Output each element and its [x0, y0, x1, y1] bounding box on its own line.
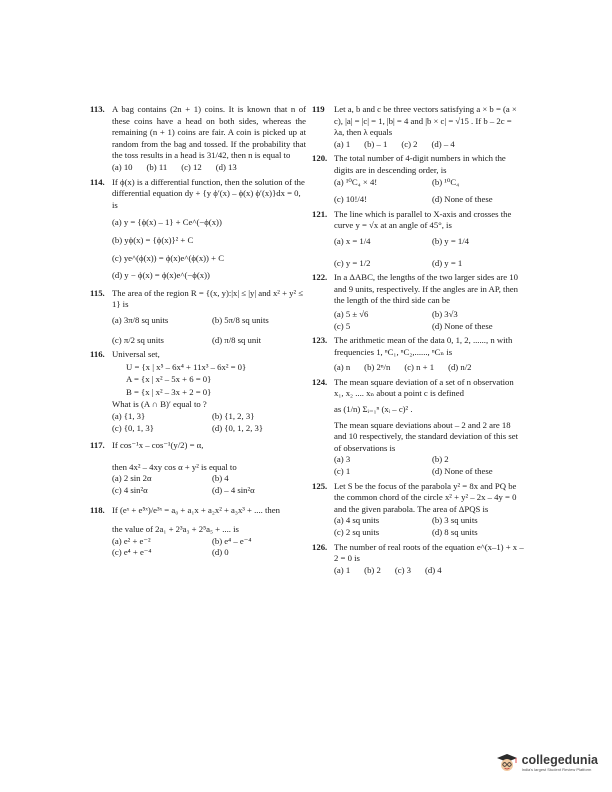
option-a: (a) 4 sq units: [334, 515, 380, 526]
question-number: 121.: [312, 208, 328, 219]
brand-tagline: India's largest Student Review Platform: [521, 767, 592, 772]
question-text: The line which is parallel to X-axis and crosses the curve y = √x at an angle of 45°, is: [334, 208, 512, 231]
option-c: (c) 2 sq units: [334, 527, 380, 537]
option-c: (c) {0, 1, 3}: [112, 422, 154, 433]
option-d: (d) π/8 sq unit: [212, 334, 262, 345]
option-b: (b) yϕ(x) = {ϕ(x)}² + C: [112, 234, 194, 245]
option-a: (a) n: [334, 362, 351, 373]
question-text: The arithmetic mean of the data 0, 1, 2, ......, n with frequencies 1, ⁿC₁, ⁿC₂,......, ⁿCₙ is: [334, 335, 513, 357]
option-c: (c) 3: [394, 564, 411, 575]
option-c: (c) π/2 sq units: [112, 334, 164, 345]
option-d: (d) – 4 sin²α: [212, 485, 255, 496]
option-b: (b) 2: [364, 564, 381, 575]
option-c: (c) 2: [401, 138, 418, 149]
question-text: If (eˣ + e⁵ˣ)/e³ˣ = a₀ + a₁x + a₂x² + a₃x³ + .... then: [112, 504, 280, 515]
option-b: (b) 11: [146, 161, 168, 172]
option-b: (b) {1, 2, 3}: [212, 411, 255, 422]
option-a: (a) {1, 3}: [112, 411, 146, 422]
option-a: (a) 1: [334, 564, 351, 575]
question-text-2: What is (A ∩ B)′ equal to ?: [112, 399, 207, 410]
option-c: (c) ye^(ϕ(x)) = ϕ(x)e^(ϕ(x)) + C: [112, 252, 224, 263]
question-number: 115.: [90, 287, 105, 298]
question-123: [312, 335, 524, 374]
question-text: A bag contains (2n + 1) coins. It is known that n of these coins have a head on both sides, whereas the remaining (n + 1) coins are fair. A coin is picked up at random from the bag and tossed. If the probability that the toss results in a head is 31/42, then n is equal to: [112, 104, 306, 161]
option-d: (d) 4: [425, 564, 442, 575]
question-text-2: then 4x² – 4xy cos α + y² is equal to: [112, 461, 237, 472]
option-a: (a) ¹⁰C₄ × 4!: [334, 176, 378, 187]
option-c: (c) y = 1/2: [334, 257, 371, 268]
question-113: [90, 104, 306, 174]
option-c: (c) e⁴ + e⁻⁴: [112, 547, 152, 558]
option-d: (d) None of these: [432, 320, 493, 331]
option-b: (b) 5π/8 sq units: [212, 314, 269, 325]
right-column: [312, 104, 524, 579]
question-number: 123.: [312, 335, 328, 346]
question-text: Let S be the focus of the parabola y² = 8x and PQ be the common chord of the circle x² + y² – 2x – 4y = 0 and the given parabola. The area of ΔPQS is: [334, 480, 517, 514]
option-d: (d) y = 1: [432, 257, 463, 268]
question-number: 119: [312, 104, 325, 114]
option-d: (d) – 4: [431, 138, 455, 149]
option-b: (b) y = 1/4: [432, 235, 469, 246]
option-c: (c) 12: [181, 161, 202, 172]
option-c: (c) n + 1: [404, 362, 435, 373]
set-b: B = {x | x² – 3x + 2 = 0}: [126, 386, 212, 397]
question-text: The total number of 4-digit numbers in which the digits are in descending order, is: [334, 153, 506, 175]
option-d: (d) y − ϕ(x) = ϕ(x)e^(−ϕ(x)): [112, 270, 210, 281]
option-b: (b) ¹⁰C₄: [432, 176, 460, 187]
question-number: 114.: [90, 176, 105, 187]
question-text-3: The mean square deviations about – 2 and 2 are 18 and 10 respectively, the standard deviation of this set of observations is: [334, 419, 518, 453]
formula: as (1/n) Σᵢ₌₁ⁿ (xᵢ – c)² .: [334, 404, 413, 415]
question-text: Universal set,: [112, 349, 160, 360]
question-118: [90, 505, 306, 559]
question-number: 113.: [90, 104, 105, 114]
set-a: A = {x | x² – 5x + 6 = 0}: [126, 374, 212, 385]
option-c: (c) 5: [334, 320, 351, 331]
question-115: [90, 288, 306, 346]
option-c: (c) 1: [334, 466, 351, 477]
question-text: The number of real roots of the equation e^(x–1) + x – 2 = 0 is: [334, 541, 524, 564]
question-119: [312, 104, 524, 150]
question-number: 122.: [312, 272, 328, 283]
option-d: (d) 8 sq units: [432, 527, 478, 537]
question-text-2: the value of 2a₁ + 2³a₃ + 2⁵a₅ + .... is: [112, 524, 239, 535]
set-u: U = {x | x⁵ – 6x⁴ + 11x³ – 6x² = 0}: [126, 361, 247, 372]
option-a: (a) e² + e⁻²: [112, 535, 151, 546]
question-number: 116.: [90, 349, 105, 360]
question-text: In a ΔABC, the lengths of the two larger sides are 10 and 9 units, respectively. If the angles are in AP, then the length of the third side can be: [334, 272, 518, 306]
question-text: The mean square deviation of a set of n observation x₁, x₂ .... xₙ about a point c is defined: [334, 376, 514, 399]
question-120: [312, 153, 524, 205]
option-a: (a) 1: [334, 138, 351, 149]
question-116: [90, 349, 306, 434]
option-b: (b) 3 sq units: [432, 515, 478, 526]
option-a: (a) 2 sin 2α: [112, 473, 152, 484]
option-a: (a) x = 1/4: [334, 235, 371, 246]
question-126: [312, 542, 524, 577]
question-number: 124.: [312, 376, 328, 387]
option-b: (b) 4: [212, 473, 229, 484]
collegedunia-logo[interactable]: [496, 752, 598, 774]
option-c: (c) 10!/4!: [334, 194, 368, 205]
option-c: (c) 4 sin²α: [112, 485, 148, 496]
option-d: (d) None of these: [432, 194, 493, 205]
question-114: [90, 177, 306, 282]
option-b: (b) 3√3: [432, 308, 458, 319]
question-number: 117.: [90, 440, 105, 451]
option-b: (b) – 1: [364, 138, 388, 149]
option-a: (a) y = {ϕ(x) – 1} + Ce^(−ϕ(x)): [112, 217, 222, 228]
option-a: (a) 3: [334, 454, 351, 465]
question-text: Let a, b and c be three vectors satisfying a × b = (a × c), |a| = |c| = 1, |b| = 4 and |b × c| = √15 . If b – 2c = λa, then λ equals: [334, 104, 517, 138]
option-d: (d) 0: [212, 547, 229, 558]
graduate-mascot-icon: [496, 752, 518, 774]
option-d: (d) None of these: [432, 466, 493, 477]
question-124: [312, 377, 524, 478]
question-text: The area of the region R = {(x, y):|x| ≤ |y| and x² + y² ≤ 1} is: [112, 287, 304, 310]
option-b: (b) 2: [432, 454, 449, 465]
question-number: 118.: [90, 504, 105, 515]
question-text: If cos⁻¹x – cos⁻¹(y/2) = α,: [112, 440, 204, 451]
option-d: (d) 13: [215, 161, 237, 172]
question-122: [312, 272, 524, 332]
question-number: 120.: [312, 153, 328, 164]
question-number: 125.: [312, 480, 328, 491]
option-d: (d) {0, 1, 2, 3}: [212, 422, 264, 433]
question-125: [312, 481, 524, 539]
question-text: If ϕ(x) is a differential function, then the solution of the differential equation dy + {y ϕ′(x) – ϕ(x) ϕ′(x)}dx = 0, is: [112, 176, 305, 210]
option-d: (d) n/2: [448, 362, 472, 373]
option-a: (a) 3π/8 sq units: [112, 314, 169, 325]
question-121: [312, 209, 524, 269]
option-a: (a) 10: [112, 161, 133, 172]
question-117: [90, 440, 306, 496]
brand-name: collegedunia: [521, 753, 598, 767]
option-a: (a) 5 ± √6: [334, 308, 369, 319]
left-column: [90, 104, 306, 562]
option-b: (b) 2ⁿ/n: [364, 362, 391, 373]
option-b: (b) e⁴ – e⁻⁴: [212, 535, 252, 546]
question-number: 126.: [312, 541, 328, 552]
